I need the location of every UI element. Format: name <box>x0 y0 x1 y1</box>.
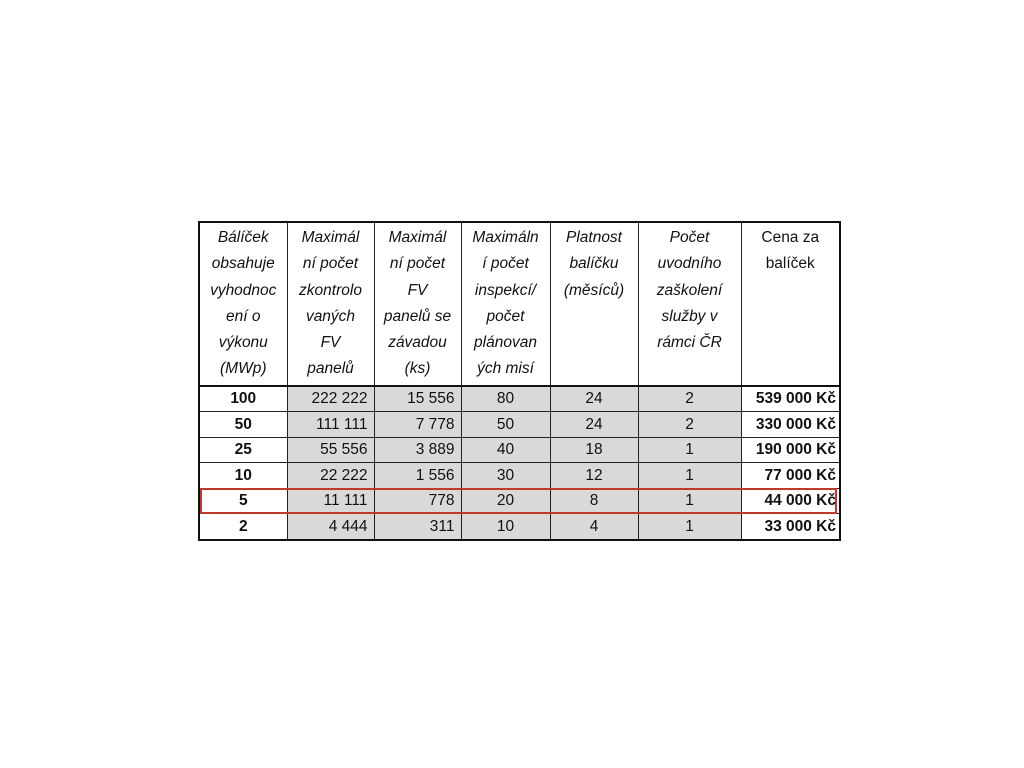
cell-defective-panels: 3 889 <box>374 437 461 463</box>
cell-defective-panels: 1 556 <box>374 463 461 489</box>
header-validity: Platnost balíčku (měsíců) <box>550 222 638 386</box>
header-inspections: Maximáln í počet inspekcí/ počet plánovan ých misí <box>461 222 550 386</box>
cell-mwp: 100 <box>199 386 287 412</box>
cell-price: 77 000 Kč <box>741 463 840 489</box>
header-row <box>199 222 840 386</box>
cell-trainings: 1 <box>638 514 741 540</box>
cell-trainings: 2 <box>638 412 741 438</box>
header-price: Cena za balíček <box>741 222 840 386</box>
cell-defective-panels: 15 556 <box>374 386 461 412</box>
cell-inspections: 50 <box>461 412 550 438</box>
table-row <box>199 488 840 514</box>
table-row <box>199 412 840 438</box>
cell-trainings: 1 <box>638 463 741 489</box>
cell-checked-panels: 111 111 <box>287 412 374 438</box>
cell-mwp: 5 <box>199 488 287 514</box>
cell-checked-panels: 4 444 <box>287 514 374 540</box>
cell-validity: 4 <box>550 514 638 540</box>
cell-trainings: 1 <box>638 488 741 514</box>
cell-mwp: 2 <box>199 514 287 540</box>
table-container <box>198 221 839 541</box>
cell-trainings: 1 <box>638 437 741 463</box>
cell-validity: 24 <box>550 386 638 412</box>
table-body <box>199 386 840 540</box>
package-table <box>198 221 841 541</box>
cell-defective-panels: 311 <box>374 514 461 540</box>
table-header <box>199 222 840 386</box>
cell-validity: 8 <box>550 488 638 514</box>
cell-defective-panels: 7 778 <box>374 412 461 438</box>
cell-validity: 12 <box>550 463 638 489</box>
cell-mwp: 25 <box>199 437 287 463</box>
cell-trainings: 2 <box>638 386 741 412</box>
cell-price: 44 000 Kč <box>741 488 840 514</box>
header-defective-panels: Maximál ní počet FV panelů se závadou (ks) <box>374 222 461 386</box>
cell-price: 33 000 Kč <box>741 514 840 540</box>
cell-price: 539 000 Kč <box>741 386 840 412</box>
cell-checked-panels: 22 222 <box>287 463 374 489</box>
table-row <box>199 437 840 463</box>
cell-defective-panels: 778 <box>374 488 461 514</box>
table-row <box>199 514 840 540</box>
cell-mwp: 50 <box>199 412 287 438</box>
cell-inspections: 80 <box>461 386 550 412</box>
cell-inspections: 10 <box>461 514 550 540</box>
cell-validity: 24 <box>550 412 638 438</box>
cell-price: 190 000 Kč <box>741 437 840 463</box>
table-row <box>199 463 840 489</box>
cell-inspections: 40 <box>461 437 550 463</box>
header-trainings: Počet uvodního zaškolení služby v rámci ČR <box>638 222 741 386</box>
cell-checked-panels: 55 556 <box>287 437 374 463</box>
cell-price: 330 000 Kč <box>741 412 840 438</box>
table-row <box>199 386 840 412</box>
cell-validity: 18 <box>550 437 638 463</box>
header-mwp: Bálíček obsahuje vyhodnoc ení o výkonu (MWp) <box>199 222 287 386</box>
cell-inspections: 30 <box>461 463 550 489</box>
cell-checked-panels: 11 111 <box>287 488 374 514</box>
cell-mwp: 10 <box>199 463 287 489</box>
cell-checked-panels: 222 222 <box>287 386 374 412</box>
header-checked-panels: Maximál ní počet zkontrolo vaných FV panelů <box>287 222 374 386</box>
cell-inspections: 20 <box>461 488 550 514</box>
